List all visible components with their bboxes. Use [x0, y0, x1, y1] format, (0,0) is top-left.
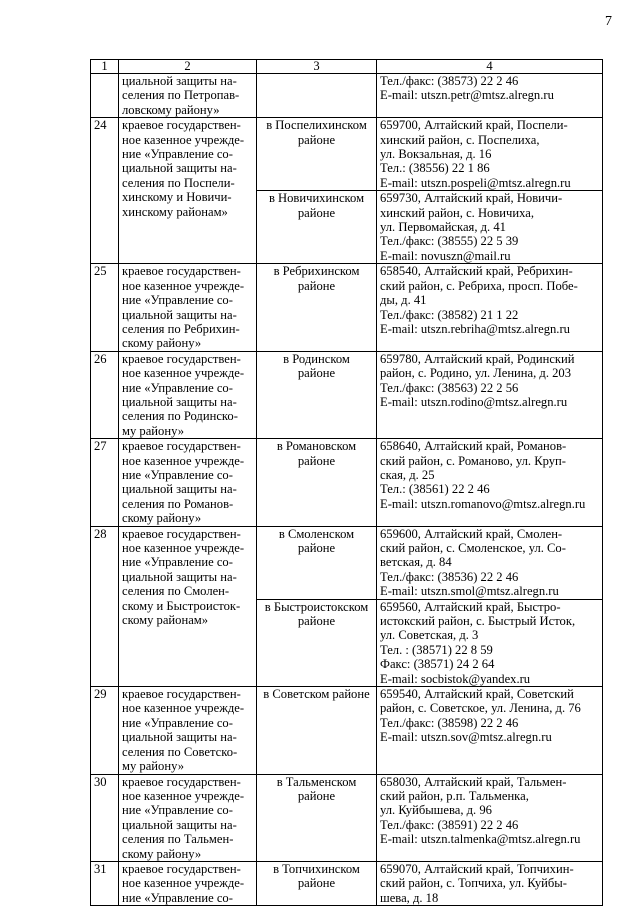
row-number: 27	[91, 439, 119, 526]
address-contacts: 658030, Алтайский край, Тальмен- ский район, р.п. Тальменка, ул. Куйбышева, д. 96 Тел./факс: (38591) 22 2 46 E-mail: utszn.talmenka@mtsz.alregn.ru	[377, 774, 603, 861]
address-contacts: 659700, Алтайский край, Поспели- хинский район, с. Поспелиха, ул. Вокзальная, д. 16 Тел.: (38556) 22 1 86 E-mail: utszn.pospeli@mtsz.alregn.ru	[377, 118, 603, 191]
district-name: в Советском районе	[257, 687, 377, 774]
organization-name: циальной защиты на- селения по Петропав- ловскому району»	[119, 74, 257, 118]
table-row	[91, 774, 603, 861]
header-row	[91, 60, 603, 74]
organization-name: краевое государствен- ное казенное учрежде- ние «Управление со- циальной защиты на- селения по Смолен- скому и Быстроисток- скому районам»	[119, 526, 257, 686]
address-contacts: 658640, Алтайский край, Романов- ский район, с. Романово, ул. Круп- ская, д. 25 Тел.: (38561) 22 2 46 E-mail: utszn.romanovo@mtsz.alregn.ru	[377, 439, 603, 526]
address-contacts: 659560, Алтайский край, Быстро- истокский район, с. Быстрый Исток, ул. Советская, д. 3 Тел. : (38571) 22 8 59 Факс: (38571) 24 2 64 E-mail: socbistok@yandex.ru	[377, 599, 603, 686]
address-contacts: Тел./факс: (38573) 22 2 46 E-mail: utszn.petr@mtsz.alregn.ru	[377, 74, 603, 118]
district-name: в Родинском районе	[257, 351, 377, 438]
organization-name: краевое государствен- ное казенное учрежде- ние «Управление со- циальной защиты на- селения по Ребрихин- скому району»	[119, 264, 257, 351]
header-col-2: 2	[119, 60, 257, 74]
table-row	[91, 526, 603, 599]
district-name: в Тальменском районе	[257, 774, 377, 861]
organization-name: краевое государствен- ное казенное учрежде- ние «Управление со- циальной защиты на- селения по Поспели- хинскому и Новичи- хинскому районам»	[119, 118, 257, 264]
row-number: 25	[91, 264, 119, 351]
table-row	[91, 861, 603, 905]
district-name: в Быстроистокском районе	[257, 599, 377, 686]
row-number	[91, 74, 119, 118]
row-number: 30	[91, 774, 119, 861]
row-number: 31	[91, 861, 119, 905]
organizations-table	[90, 59, 603, 906]
organization-name: краевое государствен- ное казенное учрежде- ние «Управление со-	[119, 861, 257, 905]
row-number: 29	[91, 687, 119, 774]
address-contacts: 658540, Алтайский край, Ребрихин- ский район, с. Ребриха, просп. Побе- ды, д. 41 Тел./факс: (38582) 21 1 22 E-mail: utszn.rebriha@mtsz.alregn.ru	[377, 264, 603, 351]
district-name: в Ребрихинском районе	[257, 264, 377, 351]
table-row	[91, 351, 603, 438]
district-name: в Топчихинском районе	[257, 861, 377, 905]
address-contacts: 659780, Алтайский край, Родинский район, с. Родино, ул. Ленина, д. 203 Тел./факс: (38563) 22 2 56 E-mail: utszn.rodino@mtsz.alregn.ru	[377, 351, 603, 438]
organization-name: краевое государствен- ное казенное учрежде- ние «Управление со- циальной защиты на- селения по Тальмен- скому району»	[119, 774, 257, 861]
district-name: в Новичихинском районе	[257, 191, 377, 264]
organization-name: краевое государствен- ное казенное учрежде- ние «Управление со- циальной защиты на- селения по Романов- скому району»	[119, 439, 257, 526]
table-row	[91, 687, 603, 774]
header-col-1: 1	[91, 60, 119, 74]
table-row	[91, 74, 603, 118]
district-name: в Поспелихинском районе	[257, 118, 377, 191]
table-row	[91, 264, 603, 351]
district-name	[257, 74, 377, 118]
row-number: 28	[91, 526, 119, 686]
row-number: 24	[91, 118, 119, 264]
organization-name: краевое государствен- ное казенное учрежде- ние «Управление со- циальной защиты на- селения по Родинско- му району»	[119, 351, 257, 438]
address-contacts: 659730, Алтайский край, Новичи- хинский район, с. Новичиха, ул. Первомайская, д. 41 Тел./факс: (38555) 22 5 39 E-mail: novuszn@mail.ru	[377, 191, 603, 264]
address-contacts: 659070, Алтайский край, Топчихин- ский район, с. Топчиха, ул. Куйбы- шева, д. 18	[377, 861, 603, 905]
table-body	[91, 74, 603, 906]
row-number: 26	[91, 351, 119, 438]
district-name: в Смоленском районе	[257, 526, 377, 599]
header-col-3: 3	[257, 60, 377, 74]
address-contacts: 659600, Алтайский край, Смолен- ский район, с. Смоленское, ул. Со- ветская, д. 84 Тел./факс: (38536) 22 2 46 E-mail: utszn.smol@mtsz.alregn.ru	[377, 526, 603, 599]
address-contacts: 659540, Алтайский край, Советский район, с. Советское, ул. Ленина, д. 76 Тел./факс: (38598) 22 2 46 E-mail: utszn.sov@mtsz.alregn.ru	[377, 687, 603, 774]
table-row	[91, 439, 603, 526]
district-name: в Романовском районе	[257, 439, 377, 526]
organization-name: краевое государствен- ное казенное учрежде- ние «Управление со- циальной защиты на- селения по Советско- му району»	[119, 687, 257, 774]
page-number: 7	[605, 14, 612, 29]
header-col-4: 4	[377, 60, 603, 74]
table-row	[91, 118, 603, 191]
